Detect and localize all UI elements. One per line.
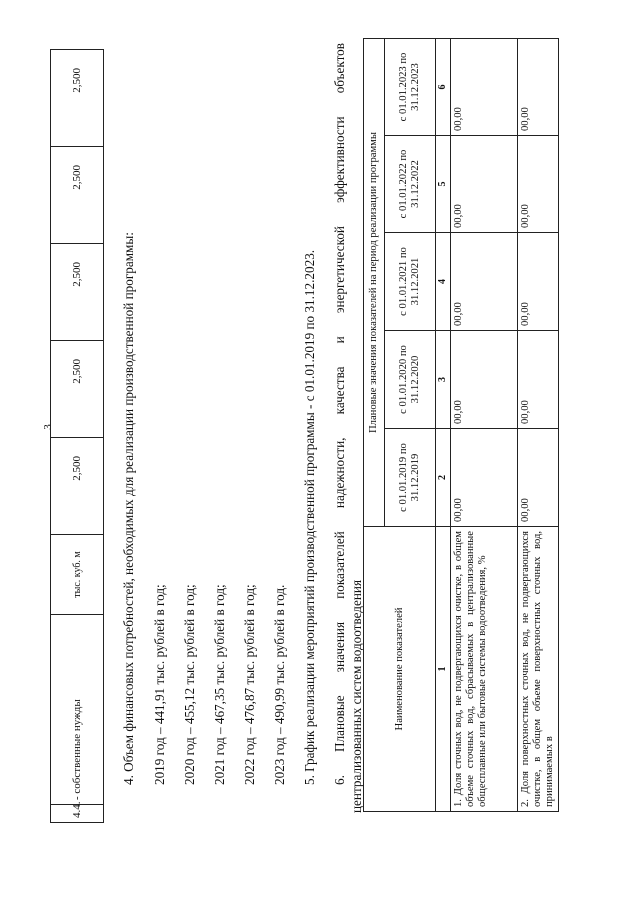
- indicator-name: 2. Доля поверхностных сточных вод, не подвергающихся очистке, в общем объеме поверхностных сточных вод, принимаемых в: [518, 527, 559, 812]
- row-value: 2,500: [51, 147, 104, 244]
- indicator-value: 00,00: [451, 233, 518, 331]
- table-row: [51, 50, 104, 823]
- finance-line: 2020 год – 455,12 тыс. рублей в год;: [182, 584, 197, 785]
- indicator-value: 00,00: [518, 331, 559, 429]
- row-value: 2,500: [51, 438, 104, 535]
- section-5-text: 5. График реализации мероприятий производственной программы - с 01.01.2019 по 31.12.2023.: [302, 249, 317, 785]
- column-number: 3: [436, 331, 451, 429]
- row-name: - собственные нужды: [51, 615, 104, 805]
- finance-line: 2023 год – 490,99 тыс. рублей в год.: [272, 584, 287, 785]
- header-period: с 01.01.2021 по 31.12.2021: [385, 233, 436, 331]
- indicator-value: 00,00: [451, 136, 518, 233]
- indicator-value: 00,00: [518, 38, 559, 135]
- finance-line: 2021 год – 467,35 тыс. рублей в год;: [212, 584, 227, 785]
- indicator-name: 1. Доля сточных вод, не подвергающихся очистке, в общем объеме сточных вод, сбрасываемых в централизованные общесплавные или бытовые системы водоотведения, %: [451, 527, 518, 812]
- column-number: 6: [436, 38, 451, 135]
- row-number: 4.4.: [51, 805, 104, 823]
- section-4-heading: 4. Объем финансовых потребностей, необходимых для реализации производственной программы:: [121, 232, 136, 785]
- header-period: с 01.01.2022 по 31.12.2022: [385, 136, 436, 233]
- page-number: 3: [42, 424, 54, 430]
- indicator-value: 00,00: [451, 429, 518, 527]
- row-unit: тыс. куб. м: [51, 535, 104, 615]
- header-plan-values: Плановые значения показателей на период реализации программы: [364, 38, 385, 526]
- header-period: с 01.01.2023 по 31.12.2023: [385, 38, 436, 135]
- table-row: [518, 38, 559, 811]
- column-number: 5: [436, 136, 451, 233]
- column-number: 2: [436, 429, 451, 527]
- header-period: с 01.01.2020 по 31.12.2020: [385, 331, 436, 429]
- column-number-row: [436, 38, 451, 811]
- finance-line: 2022 год – 476,87 тыс. рублей в год;: [242, 584, 257, 785]
- table-row: [451, 38, 518, 811]
- column-number: 4: [436, 233, 451, 331]
- indicator-value: 00,00: [518, 233, 559, 331]
- table-header-row: [364, 38, 385, 811]
- indicator-value: 00,00: [451, 38, 518, 135]
- indicator-value: 00,00: [451, 331, 518, 429]
- finance-line: 2019 год – 441,91 тыс. рублей в год;: [152, 584, 167, 785]
- section-6-text-cont: централизованных систем водоотведения: [349, 579, 364, 813]
- row-value: 2,500: [51, 244, 104, 341]
- indicator-value: 00,00: [518, 429, 559, 527]
- indicators-table: [363, 38, 559, 812]
- top-row-table: [50, 49, 104, 823]
- row-value: 2,500: [51, 50, 104, 147]
- header-indicator-name: Наименование показателей: [364, 527, 436, 812]
- section-6-text: 6. Плановые значения показателей надежности, качества и энергетической эффективности объектов: [332, 43, 347, 785]
- row-value: 2,500: [51, 341, 104, 438]
- indicator-value: 00,00: [518, 136, 559, 233]
- column-number: 1: [436, 527, 451, 812]
- header-period: с 01.01.2019 по 31.12.2019: [385, 429, 436, 527]
